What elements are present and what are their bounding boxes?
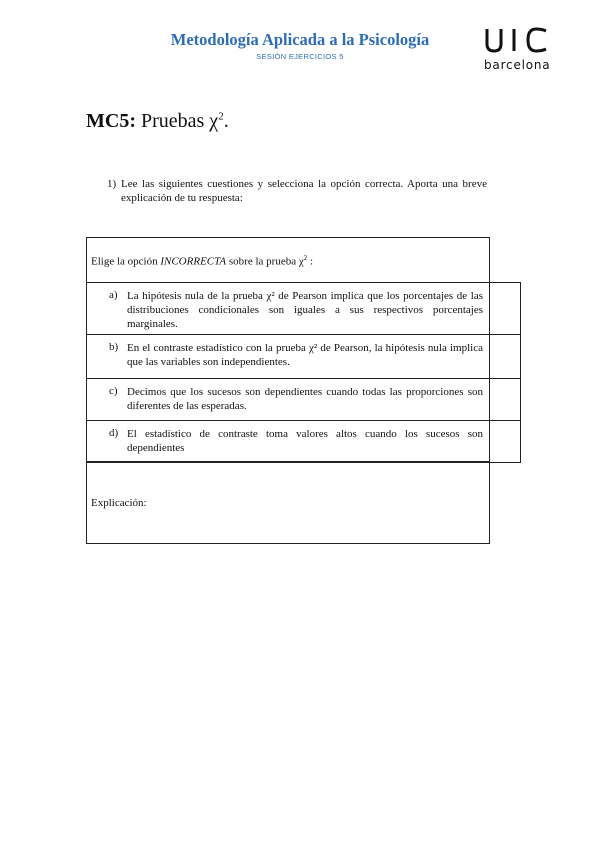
instruction-text: Lee las siguientes cuestiones y selecciona la opción correcta. Aporta una breve explicación de tu respuesta: <box>121 178 487 204</box>
option-letter: d) <box>109 427 119 439</box>
document-header-title: Metodología Aplicada a la Psicología <box>170 30 430 49</box>
option-text: En el contraste estadístico con la prueba χ² de Pearson, la hipótesis nula implica que las variables son independientes. <box>127 342 483 368</box>
answer-cell-divider <box>489 379 490 421</box>
question-text: Elige la opción INCORRECTA sobre la prueba $\chi^2$ : <box>91 254 314 268</box>
instruction-number: 1) <box>107 178 117 190</box>
option-text: El estadístico de contraste toma valores altos cuando los sucesos son dependientes <box>127 428 483 454</box>
option-letter: b) <box>109 341 119 353</box>
instruction <box>107 177 487 205</box>
answer-cell-divider <box>489 421 490 462</box>
option-text: La hipótesis nula de la prueba χ² de Pearson implica que los porcentajes de las distribuciones condicionales son iguales a sus respectivos porcentajes marginales. <box>127 290 483 330</box>
option-b-row[interactable] <box>86 334 521 379</box>
explanation-cell[interactable] <box>86 461 490 544</box>
option-c-row[interactable] <box>86 378 521 421</box>
question-cell <box>86 237 490 283</box>
answer-cell-divider <box>489 335 490 379</box>
option-d-row[interactable] <box>86 420 521 463</box>
page-title: MC5: Pruebas $\chi^2$. <box>86 110 229 132</box>
option-text: Decimos que los sucesos son dependientes cuando todas las proporciones son diferentes de las esperadas. <box>127 386 483 412</box>
document-header-subtitle: SESIÓN EJERCICIOS 5 <box>256 52 344 61</box>
option-letter: a) <box>109 289 118 301</box>
explanation-label: Explicación: <box>91 497 147 509</box>
option-letter: c) <box>109 385 118 397</box>
option-a-row[interactable] <box>86 282 521 335</box>
uic-logo-wordmark: barcelona <box>484 58 551 72</box>
answer-cell-divider <box>489 283 490 335</box>
